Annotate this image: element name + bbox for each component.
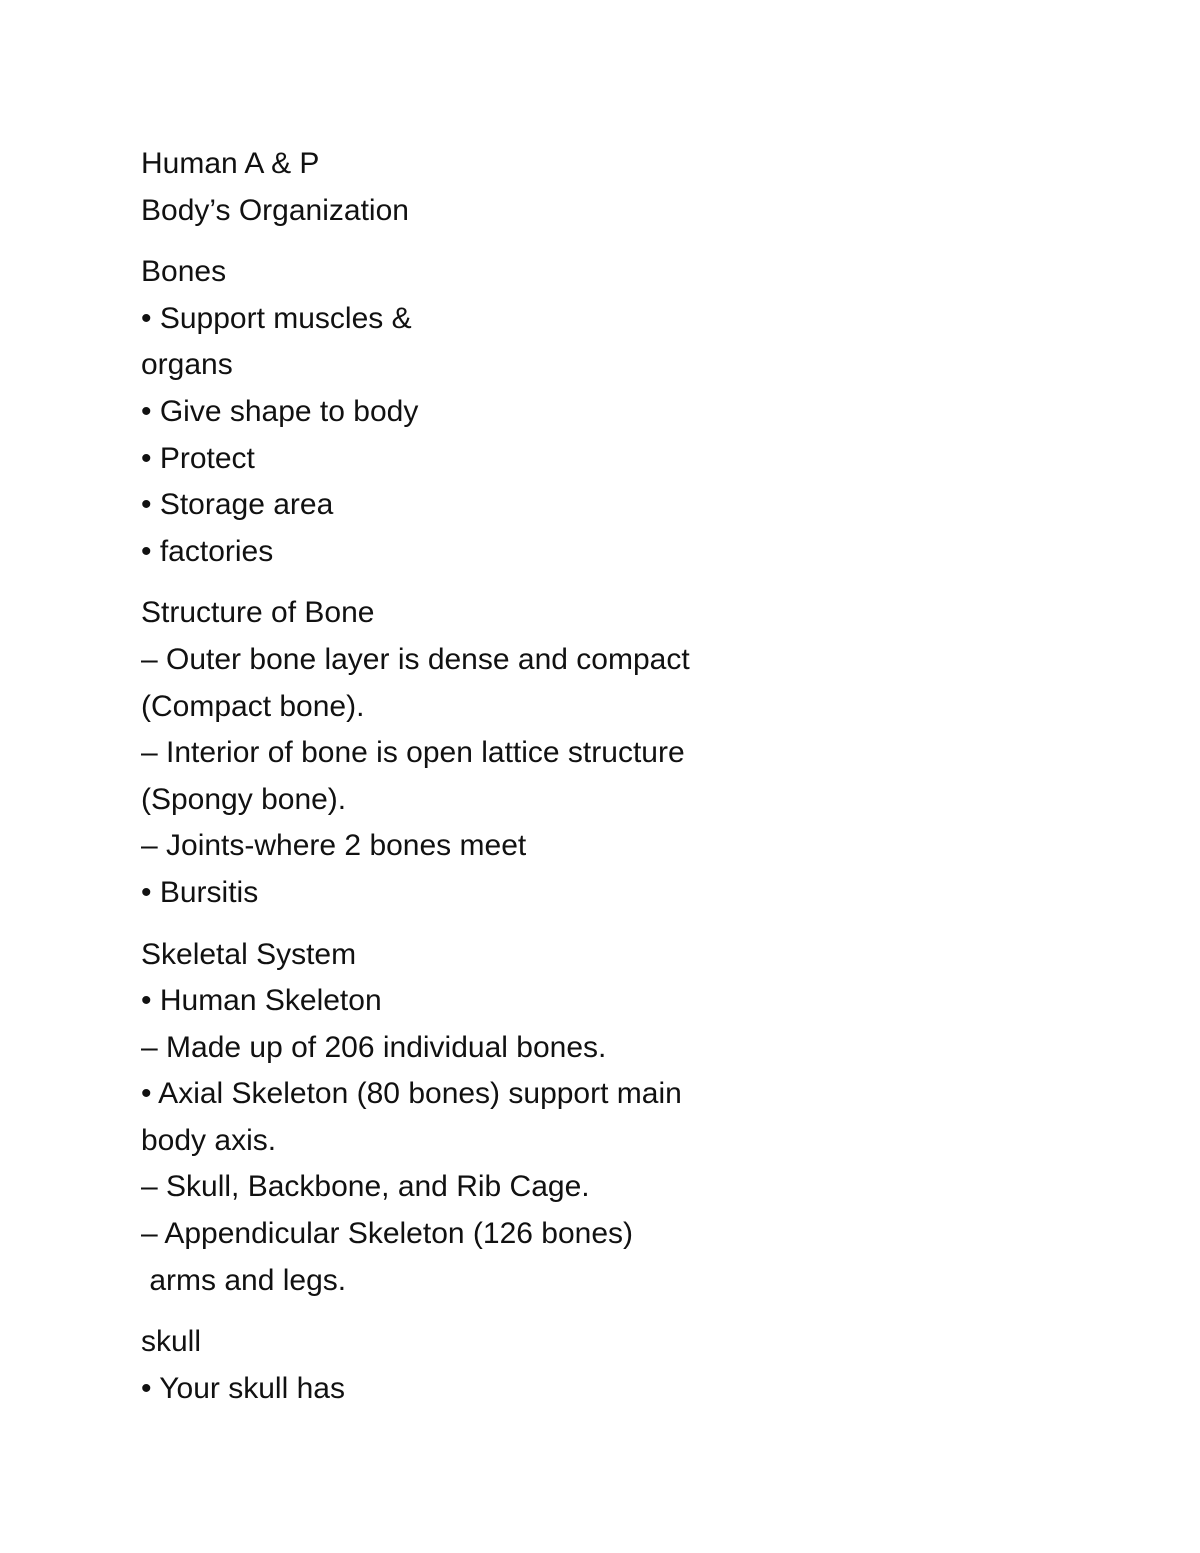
section-heading: Structure of Bone	[141, 596, 375, 630]
list-item: – Skull, Backbone, and Rib Cage.	[141, 1170, 590, 1204]
list-item: (Spongy bone).	[141, 782, 347, 816]
section-skull	[141, 1319, 1041, 1412]
list-item: organs	[141, 348, 233, 382]
document-subtitle: Body’s Organization	[141, 193, 409, 227]
section-heading: Skeletal System	[141, 937, 357, 971]
list-item: – Joints-where 2 bones meet	[141, 829, 527, 863]
list-item: • Human Skeleton	[141, 984, 382, 1018]
list-item: (Compact bone).	[141, 689, 365, 723]
list-item: • factories	[141, 534, 274, 568]
document-header	[141, 141, 1041, 234]
list-item: – Outer bone layer is dense and compact	[141, 642, 690, 676]
section-heading: skull	[141, 1325, 202, 1359]
list-item: arms and legs.	[141, 1263, 347, 1297]
list-item: body axis.	[141, 1123, 277, 1157]
list-item: – Interior of bone is open lattice structure	[141, 736, 685, 770]
list-item: – Made up of 206 individual bones.	[141, 1030, 607, 1064]
list-item: • Protect	[141, 441, 255, 475]
list-item: • Your skull has	[141, 1371, 345, 1405]
list-item: • Storage area	[141, 488, 334, 522]
document-content	[141, 141, 1041, 1412]
list-item: – Appendicular Skeleton (126 bones)	[141, 1217, 634, 1251]
list-item: • Bursitis	[141, 875, 259, 909]
list-item: • Give shape to body	[141, 394, 419, 428]
section-skeletal-system	[141, 932, 1041, 1305]
document-title: Human A & P	[141, 147, 320, 180]
section-structure-of-bone	[141, 590, 1041, 916]
section-heading: Bones	[141, 255, 227, 289]
section-bones	[141, 249, 1041, 575]
list-item: • Support muscles &	[141, 301, 412, 335]
list-item: • Axial Skeleton (80 bones) support main	[141, 1077, 682, 1111]
